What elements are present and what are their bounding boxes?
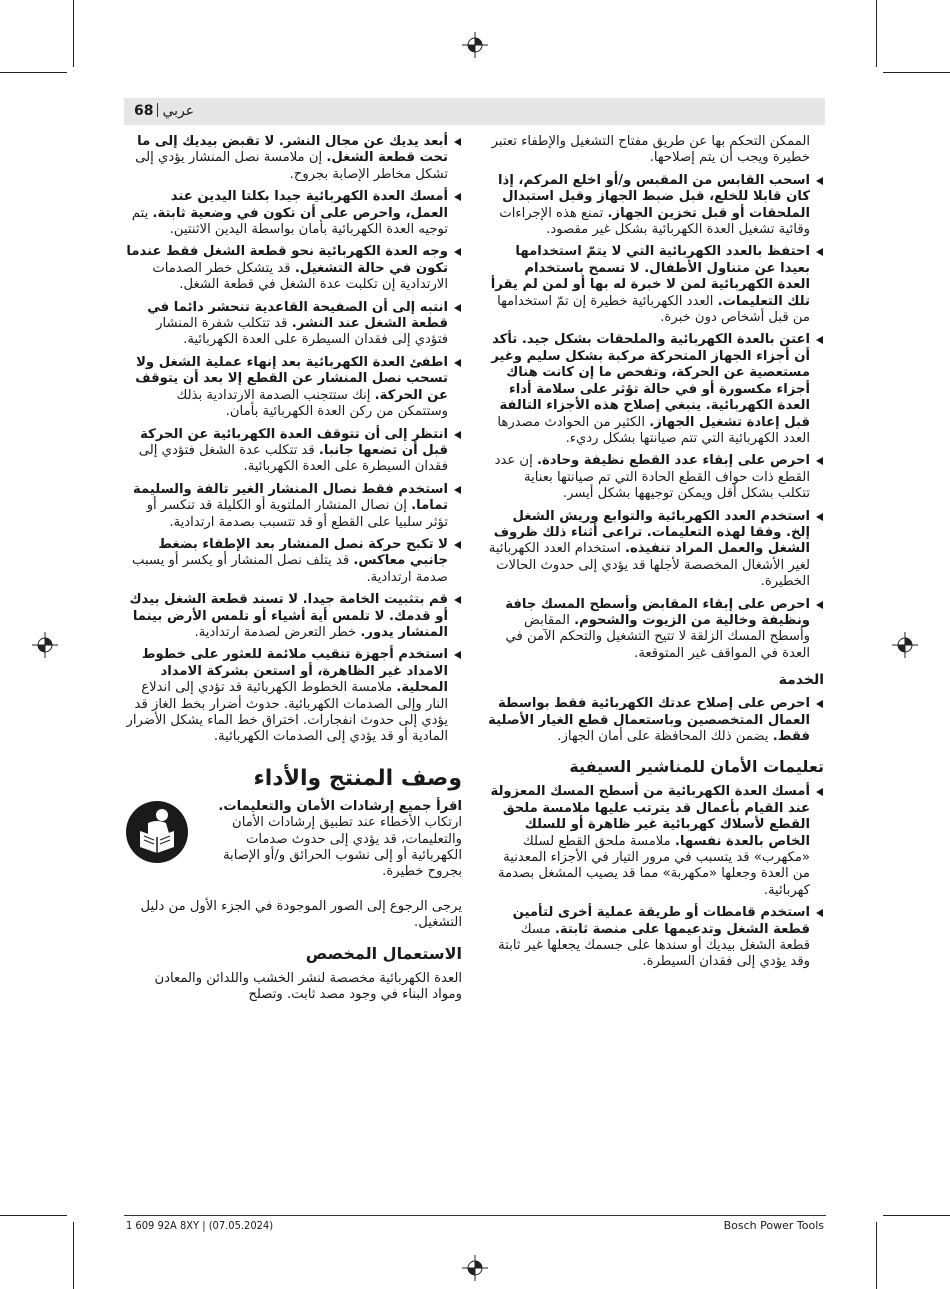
safety-item-bold: استخدم العدد الكهربائية والتوابع وريش الشغل إلخ. وفقا لهذه التعليمات. تراعى أثناء ذلك ظروف الشغل والعمل المراد تنفيذه. [493, 508, 810, 557]
safety-item-text: استخدام العدد الكهربائية لغير الأشغال المخصصة لأجلها قد يؤدي إلى حدوث الحالات الخطيرة. [488, 541, 810, 590]
page-header [134, 103, 194, 119]
safety-item [488, 509, 824, 591]
crop-mark [876, 0, 877, 67]
right-column [488, 134, 824, 977]
saw-item-bold: أبعد يديك عن مجال النشر. لا تقبض بيديك إلى ما تحت قطعة الشغل. [137, 134, 448, 166]
saw-item-text: مسك قطعة الشغل بيديك أو سندها على جسمك يجعلها غير ثابتة وقد يؤدي إلى فقدان السيطرة. [498, 921, 810, 970]
safety-item [488, 597, 824, 663]
intro-paragraph: الممكن التحكم بها عن طريق مفتاح التشغيل والإطفاء تعتبر خطيرة ويجب أن يتم إصلاحها. [491, 134, 810, 166]
saw-item-text: ملامسة ملحق القطع لسلك «مكهرب» قد يتسبب في مرور التيار في الأجزاء المعدنية من العدة وجعلها «مكهربة» مما قد يصيب المشغل بصدمة كهربائية. [498, 833, 810, 898]
safety-item-text: المقابض وأسطح المسك الزلقة لا تتيح التشغيل والتحكم الآمن في العدة في المواقف غير المتوقعة. [505, 612, 810, 661]
saw-item-text: قد يتلف نصل المنشار أو يكسر أو يسبب صدمة ارتدادية. [132, 553, 448, 585]
saw-item-bold: قم بتثبيت الخامة جيدا. لا تسند قطعة الشغل بيدك أو قدمك. لا تلمس أية أشياء أو تلمس الأرض بينما المنشار يدور. [129, 592, 448, 640]
intended-use-text: العدة الكهربائية مخصصة لنشر الخشب واللدائن والمعادن ومواد البناء في وجود مصد ثابت. وتصلح [154, 970, 462, 1003]
registration-mark-icon [32, 632, 58, 658]
saw-item-text: قد يتشكل خطر الصدمات الارتدادية إن تكلبت عدة الشغل في قطعة الشغل. [152, 260, 448, 293]
safety-item [488, 453, 824, 502]
figure-note: يرجى الرجوع إلى الصور الموجودة في الجزء الأول من دليل التشغيل. [140, 898, 462, 931]
safety-item-text: تمنع هذه الإجراءات وقائية تشغيل العدة الكهربائية بشكل غير مقصود. [499, 205, 810, 238]
crop-mark [73, 0, 74, 67]
crop-mark [0, 72, 67, 73]
safety-item-bold: احرص على إبقاء عدد القطع نظيفة وحادة. [536, 453, 810, 469]
saw-item-text: قد تتكلب شفرة المنشار فتؤدي إلى فقدان السيطرة على العدة الكهربائية. [156, 316, 448, 348]
saw-safety-heading: تعليمات الأمان للمناشير السيفية [569, 757, 824, 777]
safety-item [488, 244, 824, 326]
service-heading: الخدمة [778, 672, 824, 689]
saw-item-text: ملامسة الخطوط الكهربائية قد تؤدي إلى اندلاع النار وإلى الصدمات الكهربائية. حدوث أضرار بخط الغاز قد يؤدي إلى حدوث انفجارات. اختراق خط الماء يشكل الأضرار المادية أو قد يؤدي إلى الصدمات الكهربائية. [126, 680, 448, 745]
page-number: 68 [134, 103, 154, 119]
safety-item-bold: اعتن بالعدة الكهربائية والملحقات بشكل جيد. تأكد أن أجزاء الجهاز المتحركة مركبة بشكل سليم وغير مستعصية عن الحركة، وتفحص ما إن كانت هناك أجزاء مكسورة أو في حالة تؤثر على سلامة أداء العدة الكهربائية. ينبغي إصلاح هذه الأجزاء التالفة قبل إعادة تشغيل الجهاز. [491, 332, 810, 430]
saw-safety-item [126, 482, 462, 531]
intended-use-heading: الاستعمال المخصص [305, 943, 462, 963]
saw-item-bold: انتظر إلى أن تتوقف العدة الكهربائية عن الحركة قبل أن تضعها جانبا. [140, 426, 448, 458]
saw-safety-item [126, 300, 462, 349]
safety-item-bold: اسحب القابس من المقبس و/أو اخلع المركم، إذا كان قابلا للخلع، قبل ضبط الجهاز وقبل استبدال الملحقات أو قبل تخزين الجهاز. [498, 172, 810, 221]
service-item-text: يضمن ذلك المحافظة على أمان الجهاز. [557, 729, 773, 744]
registration-mark-icon [462, 1255, 488, 1281]
saw-safety-item [126, 427, 462, 476]
registration-mark-icon [892, 632, 918, 658]
service-item [488, 696, 824, 745]
safety-item-text: إن عدد القطع ذات حواف القطع الحادة التي تم صيانتها بعناية تتكلب بشكل أقل ويمكن توجيهها بشكل أيسر. [494, 453, 810, 502]
saw-item-bold: لا تكبح حركة نصل المنشار بعد الإطفاء بضغط جانبي معاكس. [158, 536, 448, 569]
saw-item-text: إن نصال المنشار الملتوية أو الكليلة قد تنكسر أو تؤثر سلبيا على القطع أو قد تتسبب بصدمة ارتدادية. [146, 498, 448, 530]
header-language: عربي [162, 103, 195, 119]
safety-item-bold: احتفظ بالعدد الكهربائية التي لا يتمّ استخدامها بعيدا عن متناول الأطفال. لا تسمح باستخدام العدة الكهربائية لمن لا خبرة له بها أو لمن لم يقرأ تلك التعليمات. [490, 244, 810, 309]
saw-safety-item [126, 537, 462, 586]
safety-item-text: العدد الكهربائية خطيرة إن تمّ استخدامها من قبل أشخاص دون خبرة. [497, 293, 810, 326]
read-instructions-block [126, 799, 462, 899]
saw-item-bold: استخدم أجهزة تنقيب ملائمة للعثور على خطوط الامداد غير الظاهرة، أو استعن بشركة الامداد المحلية. [141, 647, 448, 696]
saw-item-text: يتم توجيه العدة الكهربائية بأمان بواسطة اليدين الاثنتين. [131, 205, 448, 238]
footer-rule [124, 1215, 826, 1216]
crop-mark [876, 1222, 877, 1289]
saw-safety-item [488, 905, 824, 971]
product-description-heading: وصف المنتج والأداء [253, 765, 462, 791]
saw-item-bold: اطفئ العدة الكهربائية بعد إنهاء عملية الشغل ولا تسحب نصل المنشار عن القطع إلا بعد أن يتوقف عن الحركة. [135, 354, 448, 403]
saw-safety-item [126, 244, 462, 293]
header-separator [157, 103, 158, 117]
saw-item-bold: انتبه إلى أن الصفيحة القاعدية تنحشر دائما في قطعة الشغل عند النشر. [147, 299, 448, 332]
saw-item-bold: أمسك العدة الكهربائية جيدا بكلتا اليدين عند العمل، واحرص على أن تكون في وضعية ثابتة. [152, 189, 448, 221]
crop-mark [73, 1222, 74, 1289]
registration-mark-icon [462, 32, 488, 58]
saw-item-bold: وجه العدة الكهربائية نحو قطعة الشغل فقط عندما تكون في حالة التشغيل. [126, 244, 448, 276]
read-instructions-text [198, 799, 462, 881]
saw-safety-item [126, 134, 462, 183]
saw-item-text: قد تتكلب عدة الشغل فتؤدي إلى فقدان السيطرة على العدة الكهربائية. [138, 442, 448, 475]
saw-safety-item [126, 592, 462, 641]
safety-item-bold: احرص على إبقاء المقابض وأسطح المسك جافة ونظيفة وخالية من الزيوت والشحوم. [505, 596, 810, 628]
safety-item [488, 173, 824, 239]
saw-item-text: خطر التعرض لصدمة ارتدادية. [194, 624, 361, 640]
crop-mark [883, 1215, 950, 1216]
saw-safety-item [126, 189, 462, 238]
saw-item-bold: أمسك العدة الكهربائية من أسطح المسك المعزولة عند القيام بأعمال قد يترتب عليها ملامسة ملحق القطع لأسلاك كهربائية غير ظاهرة أو للسلك الخاص بالعدة نفسها. [490, 784, 810, 849]
crop-mark [0, 1215, 67, 1216]
read-manual-icon [126, 801, 188, 863]
safety-item-text: الكثير من الحوادث مصدرها العدد الكهربائية التي تتم صيانتها بشكل رديء. [497, 414, 810, 446]
saw-item-text: إن ملامسة نصل المنشار يؤدي إلى تشكل مخاطر الإصابة بجروح. [135, 150, 448, 182]
service-item-bold: احرص على إصلاح عدتك الكهربائية فقط بواسطة العمال المتخصصين وباستعمال قطع الغيار الأصلية فقط. [488, 696, 810, 744]
saw-item-bold: استخدم قامطات أو طريقة عملية أخرى لتأمين قطعة الشغل وتدعيمها على منصة ثابتة. [512, 905, 810, 937]
brand-footer: Bosch Power Tools [723, 1219, 824, 1232]
saw-item-bold: استخدم فقط نصال المنشار الغير تالفة والسليمة تماما. [133, 481, 448, 514]
saw-safety-item [126, 355, 462, 421]
saw-item-text: إنك ستتجنب الصدمة الارتدادية بذلك وستتمكن من ركن العدة الكهربائية بأمان. [176, 387, 448, 420]
read-instructions-bold: اقرأ جميع إرشادات الأمان والتعليمات. [218, 798, 462, 814]
saw-safety-item [488, 784, 824, 899]
left-column [126, 134, 462, 1009]
crop-mark [883, 72, 950, 73]
read-instructions-body: ارتكاب الأخطاء عند تطبيق إرشادات الأمان والتعليمات، قد يؤدي إلى حدوث صدمات الكهربائية أو إلى نشوب الحرائق و/أو الإصابة بجروح خطيرة. [222, 815, 462, 880]
header-band [124, 98, 825, 125]
document-number: 1 609 92A 8XY | (07.05.2024) [126, 1219, 274, 1232]
safety-item [488, 332, 824, 447]
saw-safety-item [126, 647, 462, 745]
